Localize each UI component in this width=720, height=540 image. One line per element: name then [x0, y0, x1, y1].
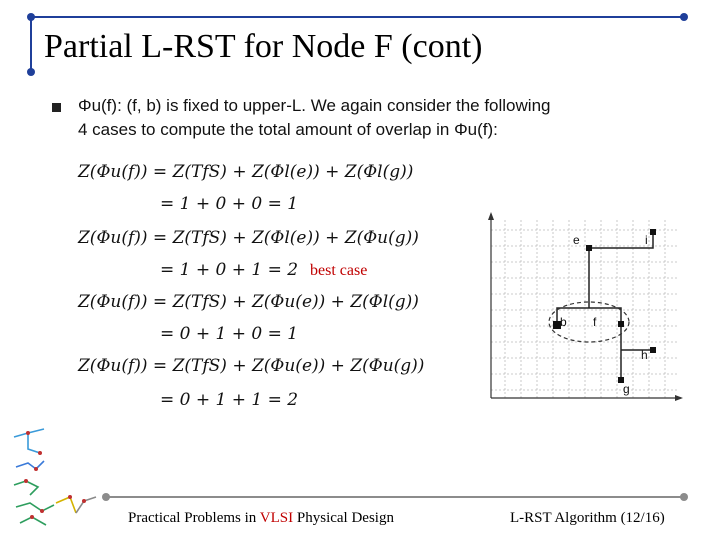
- intro-line-1: Φu(f): (f, b) is fixed to upper-L. We again consider the following: [78, 96, 551, 115]
- rst-grid-diagram: [483, 212, 683, 402]
- equation-result-4: = 0 + 1 + 1 = 2: [160, 390, 299, 410]
- node-i: [650, 229, 656, 235]
- bullet-marker: [52, 103, 61, 112]
- grid-lines: [491, 220, 678, 398]
- x-axis-arrow: [675, 395, 683, 401]
- equation-case-1: Z(Φu(f)) = Z(TfS) + Z(Φl(e)) + Z(Φl(g)): [78, 162, 414, 182]
- intro-line-2: 4 cases to compute the total amount of overlap in Φu(f):: [78, 120, 498, 139]
- footer-course-post: Physical Design: [293, 510, 394, 526]
- equation-result-1: = 1 + 0 + 0 = 1: [160, 194, 299, 214]
- footer-course-pre: Practical Problems in: [128, 510, 260, 526]
- title-rule-dot: [27, 68, 35, 76]
- title-rule: [30, 16, 684, 18]
- equation-result-2: = 1 + 0 + 1 = 2: [160, 260, 299, 280]
- slide-title: Partial L-RST for Node F (cont): [44, 28, 483, 65]
- title-rule-dot: [680, 13, 688, 21]
- footer-course-vlsi: VLSI: [259, 510, 294, 526]
- label-i: i: [645, 233, 648, 247]
- node-f: [618, 321, 624, 327]
- tree-logo-graphic: [6, 425, 106, 530]
- node-h: [650, 347, 656, 353]
- label-f: f: [593, 315, 597, 329]
- footer-rule: [105, 496, 683, 498]
- equation-case-3: Z(Φu(f)) = Z(TfS) + Z(Φu(e)) + Z(Φl(g)): [78, 292, 419, 312]
- node-e: [586, 245, 592, 251]
- footer-rule-dot: [680, 493, 688, 501]
- title-vertical-rule: [30, 16, 32, 72]
- y-axis-arrow: [488, 212, 494, 220]
- label-g: g: [623, 382, 630, 396]
- title-rule-dot: [27, 13, 35, 21]
- footer-course-title: [128, 510, 394, 527]
- footer-slide-number: L-RST Algorithm (12/16): [510, 510, 665, 526]
- label-e: e: [573, 233, 580, 247]
- equation-case-4: Z(Φu(f)) = Z(TfS) + Z(Φu(e)) + Z(Φu(g)): [78, 356, 425, 376]
- label-b: b: [560, 315, 567, 329]
- best-case-annotation: best case: [310, 262, 368, 279]
- footer-rule-dot: [102, 493, 110, 501]
- equation-result-3: = 0 + 1 + 0 = 1: [160, 324, 299, 344]
- equation-case-2: Z(Φu(f)) = Z(TfS) + Z(Φl(e)) + Z(Φu(g)): [78, 228, 419, 248]
- label-h: h: [641, 348, 648, 362]
